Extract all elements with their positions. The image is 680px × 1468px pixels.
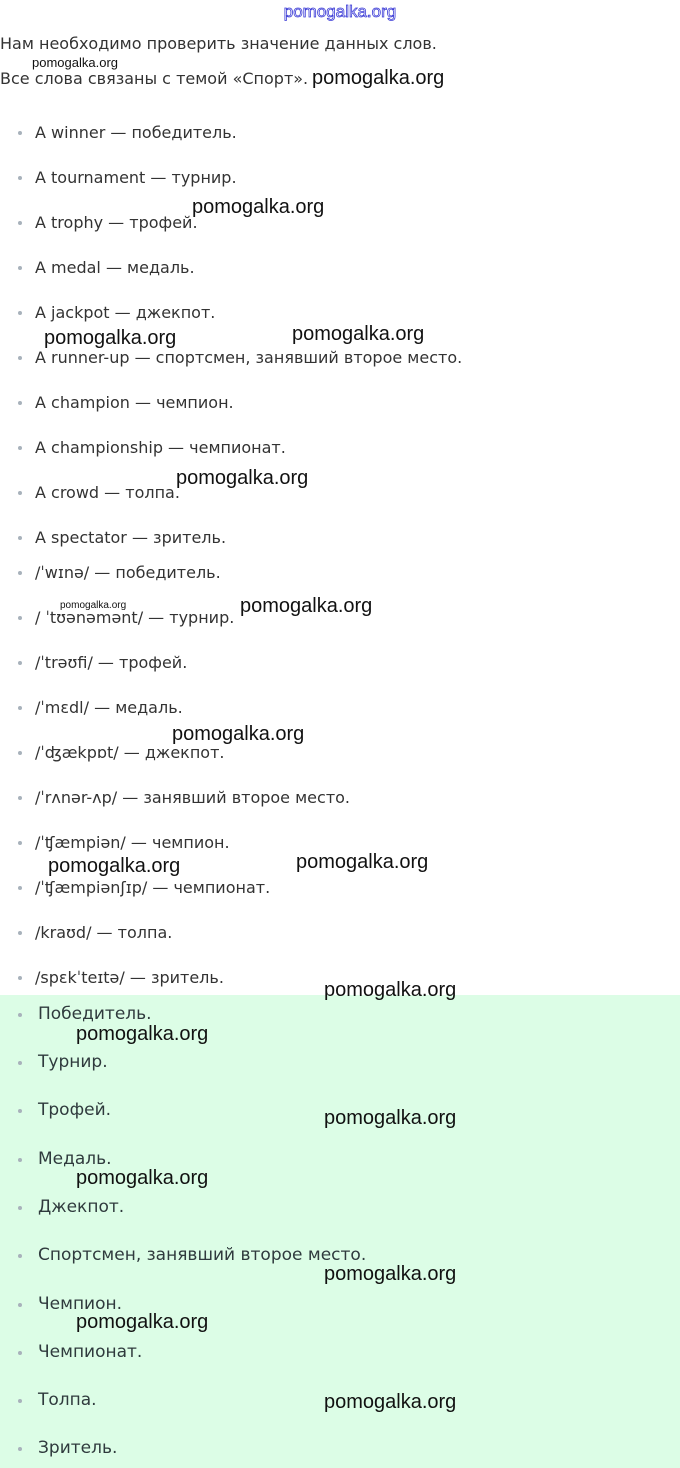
watermark: pomogalka.org (32, 55, 118, 70)
watermark: pomogalka.org (60, 600, 127, 611)
intro-line-1: Нам необходимо проверить значение данных слов. (0, 34, 437, 53)
watermark: pomogalka.org (176, 467, 309, 489)
watermark: pomogalka.org (172, 723, 305, 745)
watermark: pomogalka.org (76, 1311, 209, 1333)
watermark: pomogalka.org (324, 979, 457, 1001)
watermark: pomogalka.org (192, 196, 325, 218)
watermark: pomogalka.org (296, 851, 429, 873)
watermark: pomogalka.org (312, 67, 445, 89)
watermark: pomogalka.org (292, 323, 425, 345)
watermark: pomogalka.org (76, 1023, 209, 1045)
intro-line-2: Все слова связаны с темой «Спорт». (0, 69, 309, 88)
watermark: pomogalka.org (44, 327, 177, 349)
watermark: pomogalka.org (324, 1107, 457, 1129)
watermark: pomogalka.org (240, 595, 373, 617)
watermark: pomogalka.org (48, 855, 181, 877)
answer-box: Победитель. Турнир. Трофей. Медаль. Джекпот. Спортсмен, занявший второе место. Чемпион. Чемпионат. Толпа. Зритель. (0, 995, 680, 1468)
site-logo[interactable]: pomogalka.org (283, 2, 397, 21)
watermark: pomogalka.org (324, 1391, 457, 1413)
watermark: pomogalka.org (76, 1167, 209, 1189)
watermark: pomogalka.org (324, 1263, 457, 1285)
